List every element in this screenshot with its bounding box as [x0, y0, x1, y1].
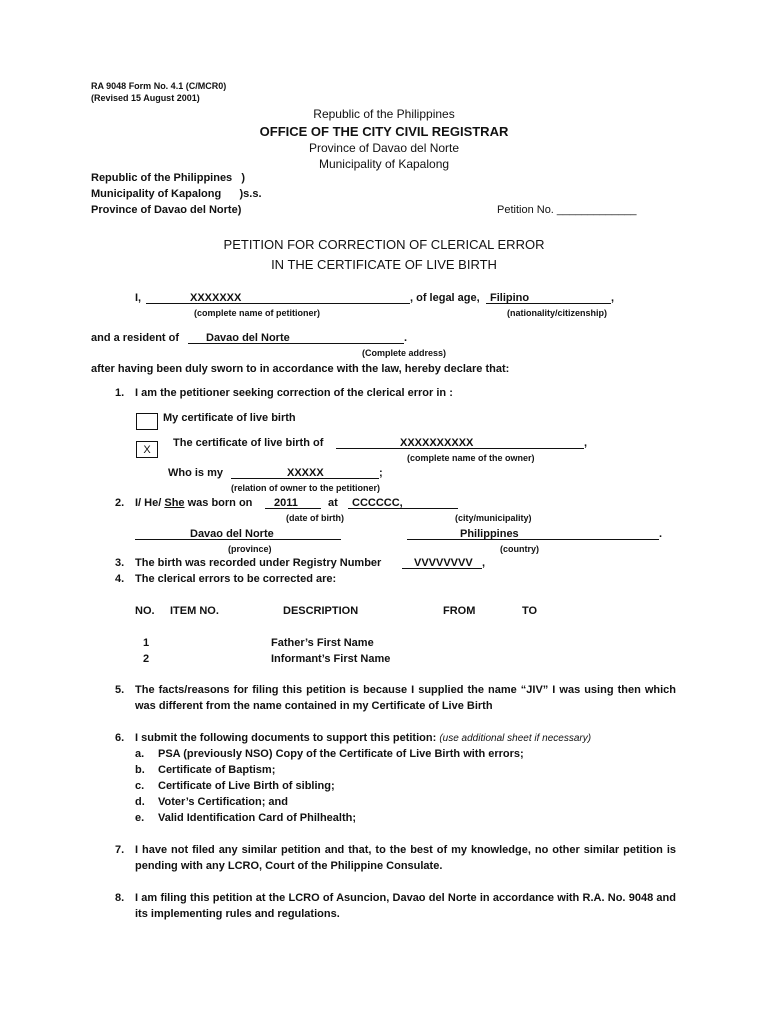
- item6-text: I submit the following documents to support this petition:: [135, 732, 437, 744]
- birth-country-caption: (country): [500, 544, 539, 554]
- doc-a-text: PSA (previously NSO) Copy of the Certificate of Live Birth with errors;: [158, 748, 524, 760]
- petition-title-line1: PETITION FOR CORRECTION OF CLERICAL ERROR: [223, 237, 545, 252]
- relation-field: XXXXX ;: [231, 468, 383, 479]
- doc-c-letter: c.: [135, 780, 145, 792]
- petition-title-line2: IN THE CERTIFICATE OF LIVE BIRTH: [271, 257, 497, 272]
- birth-country-field: Philippines .: [407, 529, 662, 540]
- item1-text: I am the petitioner seeking correction of the clerical error in :: [135, 387, 453, 399]
- item6-note: (use additional sheet if necessary): [439, 733, 592, 744]
- item4-text: The clerical errors to be corrected are:: [135, 573, 337, 585]
- doc-d-letter: d.: [135, 796, 145, 808]
- item7-text: I have not filed any similar petition and that, to the best of my knowledge, no other similar petition is pending with any LCRO, Court of the Philippine Consulate.: [135, 844, 676, 872]
- petitioner-name-caption: (complete name of petitioner): [194, 308, 321, 318]
- item6-number: 6.: [115, 732, 125, 744]
- item1-number: 1.: [115, 387, 125, 399]
- form-code: RA 9048 Form No. 4.1 (C/MCR0): [91, 81, 227, 91]
- header-municipality: Municipality of Kapalong: [318, 157, 450, 171]
- item4-number: 4.: [115, 573, 125, 585]
- form-revised: (Revised 15 August 2001): [91, 93, 200, 103]
- doc-e-letter: e.: [135, 812, 145, 824]
- doc-b-letter: b.: [135, 764, 145, 776]
- birth-country-value: Philippines: [407, 529, 659, 540]
- own-certificate-checkbox[interactable]: [136, 413, 158, 430]
- address-value: Davao del Norte: [188, 333, 404, 344]
- birth-city-field: [348, 498, 458, 509]
- registry-field: VVVVVVVV ,: [402, 558, 485, 569]
- birth-date-field: [265, 498, 321, 509]
- col-header-item-no: ITEM NO.: [170, 605, 219, 617]
- table-row-2-no: 2: [143, 653, 150, 665]
- own-certificate-label: My certificate of live birth: [163, 412, 296, 424]
- doc-c-text: Certificate of Live Birth of sibling;: [158, 780, 335, 792]
- doc-d-text: Voter’s Certification; and: [158, 796, 288, 808]
- birth-city-caption: (city/municipality): [455, 513, 532, 523]
- header-republic: Republic of the Philippines: [313, 107, 455, 121]
- owner-name-field: XXXXXXXXXX ,: [336, 438, 587, 449]
- nationality-value: Filipino: [486, 293, 611, 304]
- office-title: OFFICE OF THE CITY CIVIL REGISTRAR: [259, 124, 509, 139]
- resident-label: and a resident of: [91, 332, 180, 344]
- birth-date-value: 2011: [265, 498, 321, 509]
- petition-no: Petition No. _____________: [497, 204, 637, 216]
- doc-e-text: Valid Identification Card of Philhealth;: [158, 812, 357, 824]
- item5-number: 5.: [115, 684, 125, 696]
- nationality-field: Filipino ,: [486, 293, 614, 304]
- item8-text: I am filing this petition at the LCRO of Asuncion, Davao del Norte in accordance with R.A. No. 9048 and its implementing rules and regulations.: [135, 892, 676, 920]
- venue-line1: Republic of the Philippines ): [91, 172, 246, 184]
- intro-i: I,: [135, 292, 142, 304]
- other-certificate-checkbox[interactable]: X: [136, 441, 158, 458]
- item6-line: [135, 733, 591, 744]
- petitioner-name-value: XXXXXXX: [146, 293, 410, 304]
- item2-number: 2.: [115, 497, 125, 509]
- nationality-caption: (nationality/citizenship): [507, 308, 608, 318]
- item8-number: 8.: [115, 892, 125, 904]
- birth-date-caption: (date of birth): [286, 513, 344, 523]
- relation-caption: (relation of owner to the petitioner): [231, 483, 380, 493]
- table-row-1-no: 1: [143, 637, 150, 649]
- col-header-description: DESCRIPTION: [283, 605, 359, 617]
- birth-city-value: CCCCCC,: [348, 498, 458, 509]
- pronoun-prefix: I/ He/: [135, 497, 162, 509]
- venue-line3: Province of Davao del Norte): [91, 204, 242, 216]
- birth-province-value: Davao del Norte: [135, 529, 341, 540]
- item7-number: 7.: [115, 844, 125, 856]
- sworn-statement: after having been duly sworn to in accordance with the law, hereby declare that:: [91, 363, 510, 375]
- pronoun-she: She: [164, 497, 185, 509]
- address-caption: (Complete address): [362, 348, 447, 358]
- venue-line2: Municipality of Kapalong )s.s.: [91, 188, 262, 200]
- item3-text: The birth was recorded under Registry Number: [135, 557, 382, 569]
- birth-province-field: [135, 529, 341, 540]
- born-line: [135, 498, 252, 509]
- birth-province-caption: (province): [228, 544, 272, 554]
- relation-value: XXXXX: [231, 468, 379, 479]
- address-field: Davao del Norte .: [188, 333, 407, 344]
- owner-name-value: XXXXXXXXXX: [336, 438, 584, 449]
- doc-a-letter: a.: [135, 748, 145, 760]
- born-on-label: was born on: [187, 497, 253, 509]
- who-is-my-label: Who is my: [168, 467, 224, 479]
- table-row-1-description: Father’s First Name: [271, 637, 374, 649]
- item5-text: The facts/reasons for filing this petition is because I supplied the name “JIV” I was using then which was different from the name contained in my Certificate of Live Birth: [135, 684, 676, 712]
- header-province: Province of Davao del Norte: [308, 141, 460, 155]
- item3-number: 3.: [115, 557, 125, 569]
- petitioner-name-field: [146, 293, 410, 304]
- legal-age-text: , of legal age,: [410, 292, 480, 304]
- col-header-to: TO: [522, 605, 538, 617]
- registry-number-value: VVVVVVVV: [402, 558, 482, 569]
- doc-b-text: Certificate of Baptism;: [158, 764, 276, 776]
- table-row-2-description: Informant’s First Name: [271, 653, 391, 665]
- col-header-from: FROM: [443, 605, 476, 617]
- at-label: at: [328, 497, 338, 509]
- owner-name-caption: (complete name of the owner): [407, 453, 535, 463]
- other-certificate-label: The certificate of live birth of: [173, 437, 324, 449]
- col-header-no: NO.: [135, 605, 155, 617]
